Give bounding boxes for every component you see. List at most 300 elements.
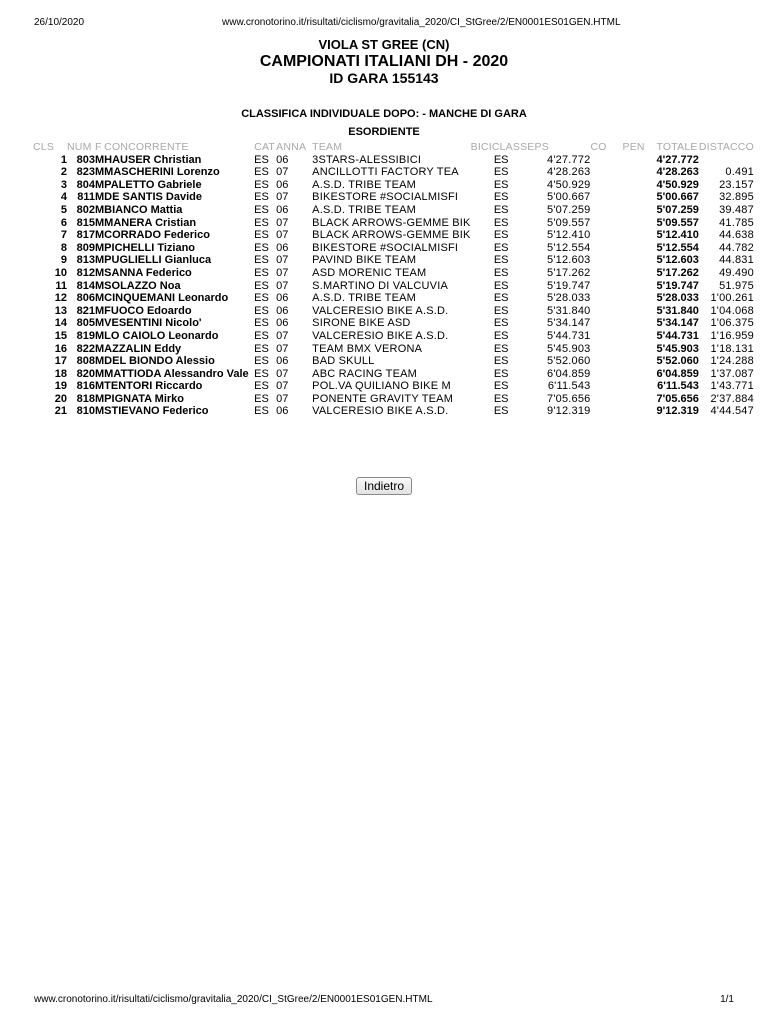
competitor-name: DEL BIONDO Alessio: [104, 355, 215, 368]
sex: M: [95, 342, 105, 355]
category: ES: [254, 178, 269, 191]
total-time: 4'28.263: [656, 166, 699, 179]
classe: ES: [493, 279, 509, 292]
sex: M: [95, 229, 105, 242]
bici: [471, 242, 494, 255]
co: [590, 368, 622, 381]
ps-time: 5'44.731: [547, 329, 591, 342]
competitor-name: PALETTO Gabriele: [104, 178, 202, 191]
gap: 1'00.261: [710, 292, 754, 305]
total-time: 5'12.603: [656, 254, 699, 267]
co: [590, 191, 622, 204]
result-position: 20: [54, 392, 67, 405]
birth-year: 07: [276, 266, 289, 279]
col-f: F: [95, 141, 102, 153]
total-time: 5'12.410: [656, 229, 699, 242]
sex: M: [95, 367, 105, 380]
co: [590, 217, 622, 230]
classe: ES: [493, 153, 509, 166]
pen: [622, 179, 656, 192]
pen: [622, 405, 656, 418]
ps-time: 9'12.319: [547, 405, 591, 418]
team-name: S.MARTINO DI VALCUVIA: [312, 279, 448, 292]
category: ES: [254, 329, 269, 342]
sex: M: [95, 254, 105, 267]
team-name: 3STARS-ALESSIBICI: [312, 153, 422, 166]
birth-year: 06: [276, 241, 289, 254]
total-time: 5'34.147: [656, 317, 699, 330]
table-row: [33, 204, 754, 217]
result-position: 10: [54, 266, 67, 279]
competitor-name: HAUSER Christian: [104, 153, 202, 166]
total-time: 5'00.667: [656, 191, 699, 204]
co: [590, 405, 622, 418]
pen: [622, 380, 656, 393]
birth-year: 06: [276, 292, 289, 305]
result-position: 21: [54, 405, 67, 418]
competitor-name: MASCHERINI Lorenzo: [104, 166, 220, 179]
bici: [471, 229, 494, 242]
birth-year: 06: [276, 405, 289, 418]
result-position: 14: [54, 317, 67, 330]
sex: M: [95, 166, 105, 179]
total-time: 5'28.033: [656, 292, 699, 305]
category: ES: [254, 191, 269, 204]
competitor-name: AZZALIN Eddy: [104, 342, 182, 355]
result-position: 16: [54, 342, 67, 355]
gap: 1'24.288: [710, 355, 754, 368]
team-name: BLACK ARROWS-GEMME BIK: [312, 229, 471, 242]
gap: 1'04.068: [710, 304, 754, 317]
bici: [471, 405, 494, 418]
result-position: 17: [54, 355, 67, 368]
total-time: 4'27.772: [656, 153, 699, 166]
gap: 0.491: [725, 166, 754, 179]
table-row: [33, 254, 754, 267]
ps-time: 4'50.929: [547, 178, 591, 191]
category: ES: [254, 405, 269, 418]
classe: ES: [493, 317, 509, 330]
bici: [471, 204, 494, 217]
bib-number: 808: [76, 355, 95, 368]
pen: [622, 166, 656, 179]
team-name: BLACK ARROWS-GEMME BIK: [312, 216, 471, 229]
category: ES: [254, 279, 269, 292]
bib-number: 804: [76, 178, 95, 191]
team-name: ASD MORENIC TEAM: [312, 266, 427, 279]
col-num: NUM: [67, 141, 92, 153]
bici: [471, 292, 494, 305]
team-name: A.S.D. TRIBE TEAM: [312, 203, 417, 216]
sex: M: [95, 266, 105, 279]
team-name: POL.VA QUILIANO BIKE M: [312, 380, 451, 393]
ps-time: 6'04.859: [547, 367, 591, 380]
competitor-name: PICHELLI Tiziano: [104, 241, 196, 254]
category: ES: [254, 367, 269, 380]
bici: [471, 217, 494, 230]
gap: 44.831: [719, 254, 754, 267]
ps-time: 4'28.263: [547, 166, 591, 179]
result-position: 4: [60, 191, 67, 204]
table-row: [33, 330, 754, 343]
bib-number: 822: [76, 342, 95, 355]
result-position: 15: [54, 329, 67, 342]
category: ES: [254, 203, 269, 216]
competitor-name: TENTORI Riccardo: [104, 380, 203, 393]
ps-time: 4'27.772: [547, 153, 591, 166]
team-name: SIRONE BIKE ASD: [312, 317, 411, 330]
result-position: 5: [60, 203, 67, 216]
pen: [622, 154, 656, 167]
co: [590, 355, 622, 368]
category: ES: [254, 380, 269, 393]
table-header-row: [33, 141, 754, 154]
classe: ES: [493, 229, 509, 242]
results-table: [33, 141, 754, 418]
gap: 2'37.884: [710, 392, 754, 405]
bib-number: 811: [77, 191, 95, 204]
ps-time: 5'31.840: [547, 304, 591, 317]
gap: 1'16.959: [710, 329, 754, 342]
classe: ES: [493, 355, 509, 368]
gap: 41.785: [719, 216, 754, 229]
result-position: 13: [54, 304, 67, 317]
bici: [471, 380, 494, 393]
print-date: 26/10/2020: [34, 17, 85, 28]
ps-time: 7'05.656: [547, 392, 591, 405]
co: [590, 292, 622, 305]
competitor-name: SANNA Federico: [104, 266, 192, 279]
bib-number: 823: [76, 166, 95, 179]
ps-time: 5'07.259: [547, 203, 591, 216]
competitor-name: MANERA Cristian: [104, 216, 197, 229]
total-time: 5'17.262: [656, 266, 699, 279]
table-row: [33, 154, 754, 167]
ps-time: 5'19.747: [547, 279, 591, 292]
category: ES: [254, 292, 269, 305]
bici: [471, 393, 494, 406]
co: [590, 254, 622, 267]
back-button-wrap: [0, 477, 768, 495]
table-row: [33, 166, 754, 179]
event-title: CAMPIONATI ITALIANI DH - 2020: [259, 53, 509, 70]
team-name: BAD SKULL: [312, 355, 375, 368]
bici: [471, 166, 494, 179]
pen: [622, 393, 656, 406]
category: ES: [254, 342, 269, 355]
result-position: 1: [60, 153, 67, 166]
ps-time: 5'12.603: [547, 254, 591, 267]
total-time: 5'31.840: [656, 304, 699, 317]
bici: [471, 355, 494, 368]
result-position: 6: [60, 216, 67, 229]
birth-year: 06: [276, 355, 289, 368]
category: ES: [254, 355, 269, 368]
birth-year: 07: [276, 367, 289, 380]
birth-year: 06: [276, 317, 289, 330]
competitor-name: BIANCO Mattia: [104, 203, 183, 216]
bici: [471, 254, 494, 267]
col-co: CO: [590, 141, 607, 153]
pen: [622, 191, 656, 204]
team-name: PAVIND BIKE TEAM: [312, 254, 417, 267]
birth-year: 07: [276, 342, 289, 355]
bib-number: 819: [76, 329, 95, 342]
gap: 23.157: [719, 178, 754, 191]
pen: [622, 292, 656, 305]
gap: 4'44.547: [710, 405, 754, 418]
sex: M: [95, 405, 105, 418]
classe: ES: [493, 304, 509, 317]
classe: ES: [493, 254, 509, 267]
pen: [622, 280, 656, 293]
category-title: ESORDIENTE: [348, 126, 420, 138]
bib-number: 812: [76, 266, 95, 279]
competitor-name: LO CAIOLO Leonardo: [104, 329, 219, 342]
pen: [622, 217, 656, 230]
category: ES: [254, 317, 269, 330]
result-position: 9: [60, 254, 67, 267]
sex: M: [95, 241, 105, 254]
team-name: ABC RACING TEAM: [312, 367, 418, 380]
total-time: 5'07.259: [656, 203, 699, 216]
pen: [622, 267, 656, 280]
gap: 51.975: [719, 279, 754, 292]
table-row: [33, 393, 754, 406]
bici: [471, 305, 494, 318]
competitor-name: SOLAZZO Noa: [104, 279, 181, 292]
table-row: [33, 380, 754, 393]
result-position: 2: [60, 166, 67, 179]
team-name: VALCERESIO BIKE A.S.D.: [312, 304, 449, 317]
col-totale: TOTALE: [656, 141, 698, 153]
sex: M: [95, 392, 105, 405]
result-position: 7: [60, 229, 67, 242]
co: [590, 393, 622, 406]
table-row: [33, 191, 754, 204]
race-id: ID GARA 155143: [329, 70, 439, 86]
pen: [622, 317, 656, 330]
birth-year: 06: [276, 153, 289, 166]
team-name: BIKESTORE #SOCIALMISFI: [312, 241, 459, 254]
bici: [471, 280, 494, 293]
co: [590, 317, 622, 330]
co: [590, 380, 622, 393]
sex: M: [95, 304, 105, 317]
classe: ES: [493, 203, 509, 216]
bici: [471, 267, 494, 280]
result-position: 19: [54, 380, 67, 393]
birth-year: 07: [276, 254, 289, 267]
gap: 1'18.131: [710, 342, 754, 355]
co: [590, 166, 622, 179]
competitor-name: FUOCO Edoardo: [104, 304, 192, 317]
team-name: BIKESTORE #SOCIALMISFI: [312, 191, 459, 204]
team-name: A.S.D. TRIBE TEAM: [312, 292, 417, 305]
table-row: [33, 179, 754, 192]
bib-number: 815: [76, 216, 95, 229]
classe: ES: [493, 216, 509, 229]
event-location: VIOLA ST GREE (CN): [318, 37, 450, 52]
gap: [699, 154, 754, 167]
col-cat: CAT: [254, 141, 275, 153]
sex: M: [95, 153, 105, 166]
ps-time: 5'45.903: [547, 342, 591, 355]
category: ES: [254, 392, 269, 405]
birth-year: 07: [276, 380, 289, 393]
col-pen: PEN: [622, 141, 645, 153]
co: [590, 343, 622, 356]
pen: [622, 305, 656, 318]
ps-time: 5'12.554: [547, 241, 591, 254]
bib-number: 821: [76, 304, 95, 317]
ps-time: 6'11.543: [547, 380, 591, 393]
total-time: 5'44.731: [656, 329, 699, 342]
classe: ES: [493, 266, 509, 279]
col-distacco: DISTACCO: [698, 141, 754, 153]
classe: ES: [493, 405, 509, 418]
sex: M: [95, 292, 105, 305]
pen: [622, 355, 656, 368]
ps-time: 5'28.033: [547, 292, 591, 305]
co: [590, 229, 622, 242]
competitor-name: CINQUEMANI Leonardo: [104, 292, 229, 305]
sex: M: [95, 203, 105, 216]
competitor-name: VESENTINI Nicolo': [104, 317, 202, 330]
category: ES: [254, 266, 269, 279]
pen: [622, 368, 656, 381]
table-row: [33, 217, 754, 230]
birth-year: 07: [276, 166, 289, 179]
birth-year: 06: [276, 304, 289, 317]
back-button[interactable]: Indietro: [356, 477, 412, 495]
sex: M: [95, 279, 105, 292]
classe: ES: [493, 380, 509, 393]
classifica-title: CLASSIFICA INDIVIDUALE DOPO: - MANCHE DI GARA: [241, 108, 527, 120]
category: ES: [254, 254, 269, 267]
bib-number: 813: [76, 254, 95, 267]
bici: [471, 317, 494, 330]
bib-number: 809: [76, 241, 95, 254]
classe: ES: [493, 191, 509, 204]
total-time: 5'45.903: [656, 342, 699, 355]
col-ps: PS: [534, 141, 549, 153]
co: [590, 280, 622, 293]
table-row: [33, 368, 754, 381]
bici: [471, 330, 494, 343]
gap: 49.490: [719, 266, 754, 279]
co: [590, 179, 622, 192]
gap: 1'37.087: [710, 367, 754, 380]
result-position: 11: [55, 279, 67, 292]
result-position: 3: [60, 178, 67, 191]
gap: 32.895: [719, 191, 754, 204]
total-time: 9'12.319: [656, 405, 699, 418]
col-team: TEAM: [312, 141, 343, 153]
total-time: 5'09.557: [656, 216, 699, 229]
classe: ES: [493, 292, 509, 305]
print-url: www.cronotorino.it/risultati/ciclismo/gravitalia_2020/CI_StGree/2/EN0001ES01GEN.HTML: [222, 17, 621, 28]
birth-year: 07: [276, 329, 289, 342]
competitor-name: MATTIODA Alessandro Vale: [104, 367, 249, 380]
total-time: 5'52.060: [656, 355, 699, 368]
sex: M: [95, 317, 105, 330]
ps-time: 5'09.557: [547, 216, 591, 229]
bib-number: 803: [76, 153, 95, 166]
bib-number: 802: [76, 203, 95, 216]
total-time: 4'50.929: [656, 178, 699, 191]
birth-year: 06: [276, 203, 289, 216]
classe: ES: [493, 392, 509, 405]
table-row: [33, 280, 754, 293]
competitor-name: PUGLIELLI Gianluca: [104, 254, 212, 267]
co: [590, 330, 622, 343]
total-time: 6'04.859: [656, 367, 699, 380]
gap: 44.638: [719, 229, 754, 242]
result-position: 18: [54, 367, 67, 380]
sex: M: [95, 216, 105, 229]
pen: [622, 242, 656, 255]
classe: ES: [493, 178, 509, 191]
sex: M: [95, 355, 105, 368]
competitor-name: PIGNATA Mirko: [104, 392, 185, 405]
table-row: [33, 229, 754, 242]
total-time: 5'12.554: [656, 241, 699, 254]
team-name: VALCERESIO BIKE A.S.D.: [312, 329, 449, 342]
team-name: PONENTE GRAVITY TEAM: [312, 392, 454, 405]
result-position: 8: [60, 241, 67, 254]
bib-number: 810: [76, 405, 95, 418]
team-name: VALCERESIO BIKE A.S.D.: [312, 405, 449, 418]
category: ES: [254, 216, 269, 229]
col-concorrente: CONCORRENTE: [104, 141, 189, 153]
table-row: [33, 355, 754, 368]
pen: [622, 204, 656, 217]
ps-time: 5'00.667: [547, 191, 591, 204]
ps-time: 5'52.060: [547, 355, 591, 368]
table-row: [33, 242, 754, 255]
col-bici: BICI: [470, 141, 492, 153]
sex: M: [95, 191, 105, 204]
col-bici-classe: [471, 141, 535, 154]
table-row: [33, 405, 754, 418]
co: [590, 267, 622, 280]
category: ES: [254, 304, 269, 317]
bib-number: 805: [76, 317, 95, 330]
ps-time: 5'17.262: [547, 266, 591, 279]
page-number: 1/1: [720, 994, 734, 1005]
total-time: 5'19.747: [656, 279, 699, 292]
ps-time: 5'34.147: [547, 317, 591, 330]
birth-year: 07: [276, 279, 289, 292]
print-header: [34, 17, 734, 31]
team-name: ANCILLOTTI FACTORY TEA: [312, 166, 459, 179]
footer-url: www.cronotorino.it/risultati/ciclismo/gravitalia_2020/CI_StGree/2/EN0001ES01GEN.HTML: [34, 994, 433, 1005]
gap: 1'06.375: [710, 317, 754, 330]
table-row: [33, 343, 754, 356]
classe: ES: [493, 329, 509, 342]
birth-year: 07: [276, 191, 289, 204]
competitor-name: CORRADO Federico: [104, 229, 210, 242]
table-row: [33, 267, 754, 280]
sex: M: [95, 380, 105, 393]
pen: [622, 254, 656, 267]
ps-time: 5'12.410: [547, 229, 591, 242]
co: [590, 305, 622, 318]
pen: [622, 343, 656, 356]
bib-number: 814: [76, 279, 95, 292]
classe: ES: [493, 367, 509, 380]
